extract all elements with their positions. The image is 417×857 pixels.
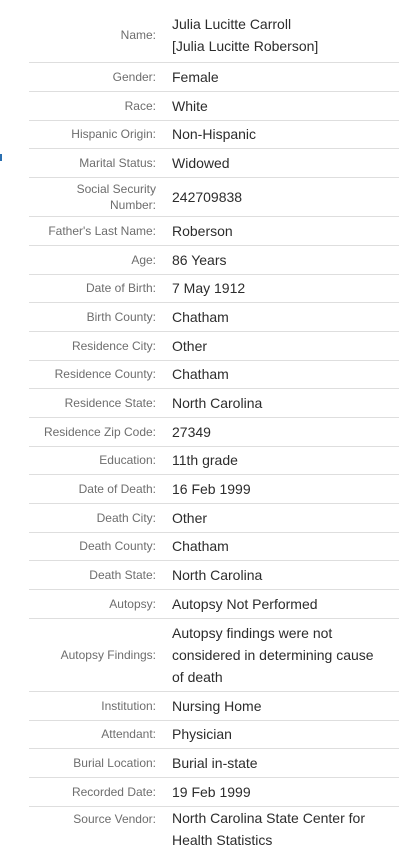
field-label-source-vendor: Source Vendor: (73, 811, 156, 826)
field-label-birth-county: Birth County: (29, 302, 170, 331)
field-label-hispanic-origin: Hispanic Origin: (29, 120, 170, 148)
table-row (29, 417, 399, 446)
name-line-1: Julia Lucitte Carroll (172, 15, 292, 32)
death-record-table (29, 8, 399, 852)
field-label-autopsy: Autopsy: (29, 589, 170, 618)
source-vendor-line-1: North Carolina State Center for (172, 809, 365, 826)
field-value-death-city: Other (170, 503, 399, 532)
field-label-name: Name: (29, 8, 170, 62)
name-line-2: [Julia Lucitte Roberson] (172, 37, 319, 54)
field-value-date-of-death: 16 Feb 1999 (170, 474, 399, 503)
table-row (29, 8, 399, 62)
field-value-fathers-last-name: Roberson (170, 216, 399, 245)
field-value-residence-county: Chatham (170, 360, 399, 388)
table-row (29, 216, 399, 245)
field-label-marital-status: Marital Status: (29, 148, 170, 177)
field-value-social-security: 242709838 (170, 177, 399, 216)
table-row (29, 331, 399, 360)
field-value-name (170, 8, 399, 62)
field-label-date-of-birth: Date of Birth: (29, 274, 170, 302)
field-value-race: White (170, 91, 399, 120)
field-value-source-vendor (170, 806, 399, 852)
table-row (29, 720, 399, 748)
table-row (29, 589, 399, 618)
table-row (29, 748, 399, 777)
field-value-hispanic-origin: Non-Hispanic (170, 120, 399, 148)
field-label-burial-location: Burial Location: (29, 748, 170, 777)
field-value-death-state: North Carolina (170, 560, 399, 589)
field-value-autopsy: Autopsy Not Performed (170, 589, 399, 618)
field-label-residence-city: Residence City: (29, 331, 170, 360)
table-row (29, 120, 399, 148)
table-row (29, 177, 399, 216)
source-vendor-line-2: Health Statistics (172, 831, 273, 848)
field-value-education: 11th grade (170, 446, 399, 474)
field-label-gender: Gender: (29, 62, 170, 91)
field-value-autopsy-findings (170, 618, 399, 691)
table-row (29, 618, 399, 691)
field-value-residence-state: North Carolina (170, 388, 399, 417)
table-row (29, 474, 399, 503)
field-label-education: Education: (29, 446, 170, 474)
field-value-death-county: Chatham (170, 532, 399, 560)
field-label-residence-state: Residence State: (29, 388, 170, 417)
field-label-race: Race: (29, 91, 170, 120)
table-row (29, 777, 399, 806)
field-label-death-state: Death State: (29, 560, 170, 589)
table-row (29, 691, 399, 720)
table-row (29, 148, 399, 177)
table-row (29, 245, 399, 274)
field-value-marital-status: Widowed (170, 148, 399, 177)
field-label-autopsy-findings: Autopsy Findings: (29, 618, 170, 691)
ssn-label-line-1: Social Security (76, 181, 156, 196)
autopsy-findings-line-3: of death (172, 668, 223, 685)
field-label-age: Age: (29, 245, 170, 274)
field-label-attendant: Attendant: (29, 720, 170, 748)
field-label-social-security (29, 177, 170, 216)
table-row (29, 360, 399, 388)
field-label-residence-county: Residence County: (29, 360, 170, 388)
field-value-gender: Female (170, 62, 399, 91)
field-value-attendant: Physician (170, 720, 399, 748)
field-label-residence-zip: Residence Zip Code: (29, 417, 170, 446)
field-value-birth-county: Chatham (170, 302, 399, 331)
field-label-recorded-date: Recorded Date: (29, 777, 170, 806)
field-label-date-of-death: Date of Death: (29, 474, 170, 503)
table-row (29, 62, 399, 91)
field-value-residence-zip: 27349 (170, 417, 399, 446)
field-value-age: 86 Years (170, 245, 399, 274)
table-row (29, 560, 399, 589)
field-value-institution: Nursing Home (170, 691, 399, 720)
table-row (29, 274, 399, 302)
edge-indicator (0, 154, 2, 161)
field-value-burial-location: Burial in-state (170, 748, 399, 777)
table-row (29, 503, 399, 532)
table-row (29, 532, 399, 560)
field-value-date-of-birth: 7 May 1912 (170, 274, 399, 302)
record-rows (29, 8, 399, 852)
autopsy-findings-line-2: considered in determining cause (172, 646, 374, 663)
table-row (29, 806, 399, 852)
autopsy-findings-line-1: Autopsy findings were not (172, 624, 333, 641)
field-label-fathers-last-name: Father's Last Name: (29, 216, 170, 245)
table-row (29, 388, 399, 417)
field-label-institution: Institution: (29, 691, 170, 720)
field-value-recorded-date: 19 Feb 1999 (170, 777, 399, 806)
table-row (29, 302, 399, 331)
table-row (29, 446, 399, 474)
field-value-residence-city: Other (170, 331, 399, 360)
ssn-label-line-2: Number: (109, 197, 156, 212)
table-row (29, 91, 399, 120)
field-label-death-county: Death County: (29, 532, 170, 560)
field-label-death-city: Death City: (29, 503, 170, 532)
